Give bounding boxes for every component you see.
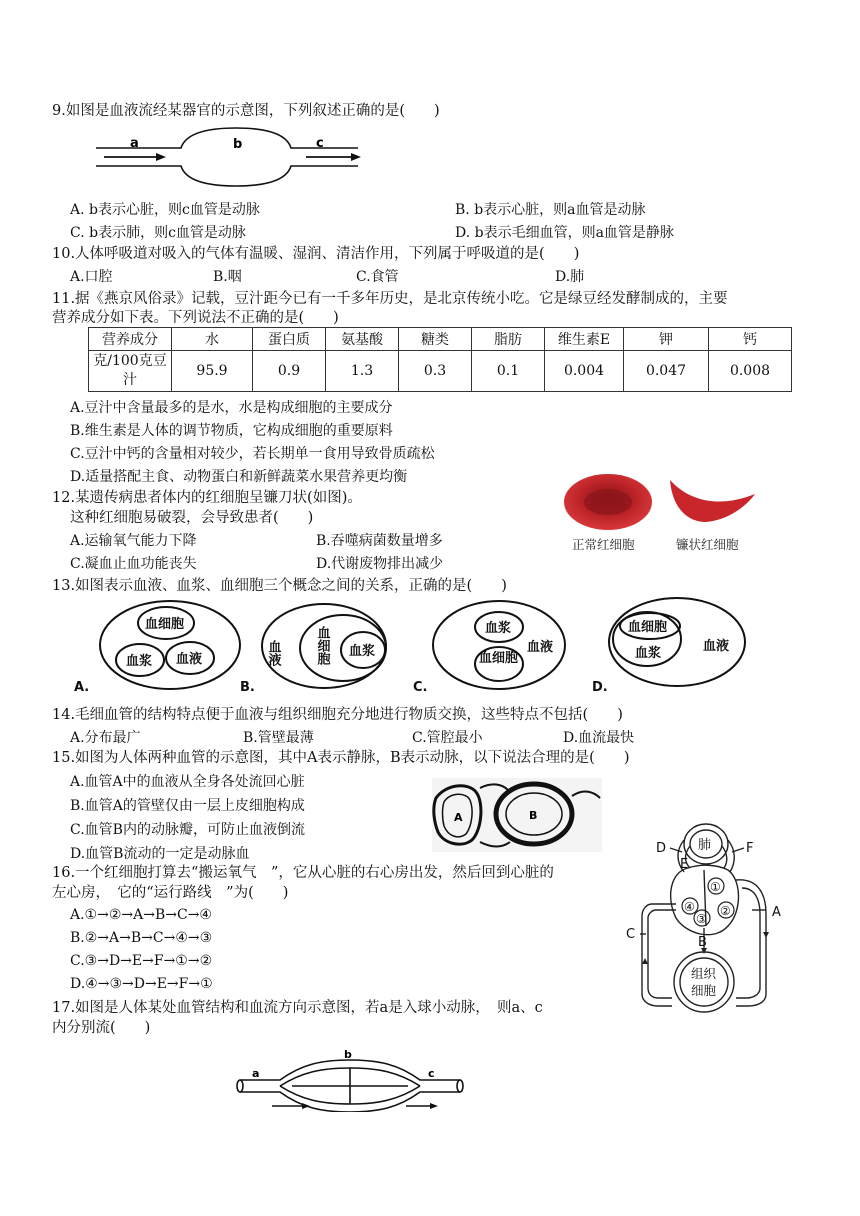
q13-d-outer: 血液 bbox=[703, 639, 730, 654]
q13-d-bottom: 血浆 bbox=[635, 646, 662, 661]
q13-c-label: C. bbox=[413, 680, 428, 695]
q16-option-a: A.①→②→A→B→C→④ bbox=[70, 907, 212, 923]
table-header-cell: 氨基酸 bbox=[326, 328, 399, 351]
q13-c-outer: 血液 bbox=[527, 640, 554, 655]
q11-option-b: B.维生素是人体的调节物质，它构成细胞的重要原料 bbox=[70, 423, 393, 439]
q15-option-a: A.血管A中的血液从全身各处流回心脏 bbox=[70, 774, 305, 790]
q9-label-b: b bbox=[233, 137, 243, 152]
q16-option-b: B.②→A→B→C→④→③ bbox=[70, 930, 213, 946]
q12-figure bbox=[560, 472, 765, 556]
q15-option-b: B.血管A的管壁仅由一层上皮细胞构成 bbox=[70, 798, 305, 814]
q11-stem-line2: 营养成分如下表。下列说法不正确的是( ) bbox=[52, 310, 339, 326]
table-row bbox=[89, 351, 792, 392]
table-cell: 0.004 bbox=[545, 351, 624, 392]
table-row-label bbox=[89, 351, 172, 392]
chamber-3: ③ bbox=[696, 912, 707, 926]
q14-option-c: C.管腔最小 bbox=[412, 730, 483, 746]
q9-option-a: A. b表示心脏，则c血管是动脉 bbox=[70, 202, 260, 218]
q13-a-left: 血浆 bbox=[126, 654, 153, 669]
table-cell: 1.3 bbox=[326, 351, 399, 392]
q12-stem-line1: 12.某遗传病患者体内的红细胞呈镰刀状(如图)。 bbox=[52, 490, 362, 506]
diagram-label-f: F bbox=[746, 841, 754, 856]
q9-option-d: D. b表示毛细血管，则a血管是静脉 bbox=[455, 225, 674, 241]
sickle-cell-label: 镰状红细胞 bbox=[676, 537, 739, 552]
q17-stem-line1: 17.如图是人体某处血管结构和血流方向示意图，若a是入球小动脉， 则a、c bbox=[52, 1000, 543, 1016]
q13-b-inner: 血浆 bbox=[349, 644, 376, 659]
q16-stem-line1: 16.一个红细胞打算去“搬运氧气 ”，它从心脏的右心房出发，然后回到心脏的 bbox=[52, 865, 554, 881]
q16-option-d: D.④→③→D→E→F→① bbox=[70, 976, 213, 992]
table-header-cell: 糖类 bbox=[399, 328, 472, 351]
q13-b-outer: 血液 bbox=[265, 640, 281, 666]
q15-label-b: B bbox=[529, 809, 538, 822]
q11-option-c: C.豆汁中钙的含量相对较少，若长期单一食用导致骨质疏松 bbox=[70, 446, 435, 462]
table-cell: 0.1 bbox=[472, 351, 545, 392]
q14-option-d: D.血流最快 bbox=[563, 730, 635, 746]
table-header-row bbox=[89, 328, 792, 351]
q15-option-c: C.血管B内的动脉瓣，可防止血液倒流 bbox=[70, 822, 305, 838]
q16-circulation-diagram bbox=[618, 818, 788, 1014]
table-header-cell: 钙 bbox=[709, 328, 792, 351]
q13-a-right: 血液 bbox=[176, 652, 203, 667]
q9-option-c: C. b表示肺，则c血管是动脉 bbox=[70, 225, 246, 241]
q13-d-label: D. bbox=[592, 680, 608, 695]
diagram-label-c: C bbox=[626, 927, 636, 942]
q11-option-d: D.适量搭配主食、动物蛋白和新鲜蔬菜水果营养更均衡 bbox=[70, 469, 408, 485]
q13-stem: 13.如图表示血液、血浆、血细胞三个概念之间的关系，正确的是( ) bbox=[52, 578, 507, 594]
q12-option-a: A.运输氧气能力下降 bbox=[70, 533, 197, 549]
q10-option-d: D.肺 bbox=[555, 269, 585, 285]
chamber-1: ① bbox=[710, 880, 721, 894]
q13-c-bottom: 血细胞 bbox=[479, 651, 519, 666]
q15-figure bbox=[432, 778, 602, 852]
q13-b-mid: 血细胞 bbox=[314, 626, 330, 665]
table-cell: 0.047 bbox=[624, 351, 709, 392]
q15-stem: 15.如图为人体两种血管的示意图，其中A表示静脉，B表示动脉，以下说法合理的是( ) bbox=[52, 750, 630, 766]
table-cell: 0.9 bbox=[253, 351, 326, 392]
q15-label-a: A bbox=[454, 811, 463, 824]
table-cell: 95.9 bbox=[172, 351, 253, 392]
q13-figure bbox=[60, 596, 760, 696]
q9-stem: 9.如图是血液流经某器官的示意图，下列叙述正确的是( ) bbox=[52, 103, 440, 119]
lung-label: 肺 bbox=[698, 838, 712, 853]
q17-label-b: b bbox=[344, 1050, 352, 1061]
diagram-label-d: D bbox=[656, 841, 667, 856]
q15-option-d: D.血管B流动的一定是动脉血 bbox=[70, 846, 250, 862]
table-header-cell: 钾 bbox=[624, 328, 709, 351]
sickle-red-cell bbox=[670, 480, 755, 522]
q17-stem-line2: 内分别流( ) bbox=[52, 1020, 151, 1036]
q9-option-b: B. b表示心脏，则a血管是动脉 bbox=[455, 202, 646, 218]
q17-figure bbox=[232, 1050, 468, 1112]
tissue-label-1: 组织 bbox=[691, 966, 717, 981]
nutrition-table bbox=[88, 327, 792, 392]
q16-stem-line2: 左心房， 它的“运行路线 ”为( ) bbox=[52, 885, 289, 901]
table-cell: 0.3 bbox=[399, 351, 472, 392]
q10-option-b: B.咽 bbox=[213, 269, 242, 285]
normal-cell-label: 正常红细胞 bbox=[572, 537, 635, 552]
q12-option-d: D.代谢废物排出减少 bbox=[316, 556, 444, 572]
q12-option-c: C.凝血止血功能丧失 bbox=[70, 556, 197, 572]
q17-label-a: a bbox=[252, 1067, 260, 1080]
q13-b-label: B. bbox=[240, 680, 255, 695]
q12-stem-line2: 这种红细胞易破裂，会导致患者( ) bbox=[70, 510, 314, 526]
q17-label-c: c bbox=[428, 1067, 435, 1080]
q10-option-c: C.食管 bbox=[356, 269, 399, 285]
q13-a-top: 血细胞 bbox=[145, 617, 185, 632]
chamber-2: ② bbox=[720, 904, 731, 918]
q13-a-label: A. bbox=[74, 680, 90, 695]
diagram-label-e: E bbox=[680, 857, 689, 872]
q9-figure bbox=[96, 126, 366, 188]
q16-option-c: C.③→D→E→F→①→② bbox=[70, 953, 213, 969]
row-label-line1: 克/100克豆 bbox=[93, 353, 167, 369]
diagram-label-b: B bbox=[698, 935, 707, 950]
q13-c-top: 血浆 bbox=[485, 621, 512, 636]
q11-stem-line1: 11.据《燕京风俗录》记载，豆汁距今已有一千多年历史，是北京传统小吃。它是绿豆经发酵制成的，主要 bbox=[52, 291, 728, 307]
q10-stem: 10.人体呼吸道对吸入的气体有温暖、湿润、清洁作用，下列属于呼吸道的是( ) bbox=[52, 246, 580, 262]
q10-option-a: A.口腔 bbox=[70, 269, 113, 285]
q14-stem: 14.毛细血管的结构特点便于血液与组织细胞充分地进行物质交换，这些特点不包括( ) bbox=[52, 707, 623, 723]
table-header-cell: 水 bbox=[172, 328, 253, 351]
table-header-cell: 营养成分 bbox=[89, 328, 172, 351]
diagram-label-a: A bbox=[772, 905, 781, 920]
q14-option-b: B.管壁最薄 bbox=[243, 730, 314, 746]
tissue-label-2: 细胞 bbox=[691, 983, 717, 998]
chamber-4: ④ bbox=[684, 900, 695, 914]
table-header-cell: 蛋白质 bbox=[253, 328, 326, 351]
q14-option-a: A.分布最广 bbox=[70, 730, 141, 746]
row-label-line2: 汁 bbox=[123, 372, 137, 388]
q11-option-a: A.豆汁中含量最多的是水，水是构成细胞的主要成分 bbox=[70, 400, 393, 416]
q12-option-b: B.吞噬病菌数量增多 bbox=[316, 533, 443, 549]
table-header-cell: 维生素E bbox=[545, 328, 624, 351]
q13-d-top: 血细胞 bbox=[628, 620, 668, 635]
q9-label-a: a bbox=[130, 136, 139, 151]
q9-label-c: c bbox=[316, 136, 324, 151]
table-header-cell: 脂肪 bbox=[472, 328, 545, 351]
table-cell: 0.008 bbox=[709, 351, 792, 392]
